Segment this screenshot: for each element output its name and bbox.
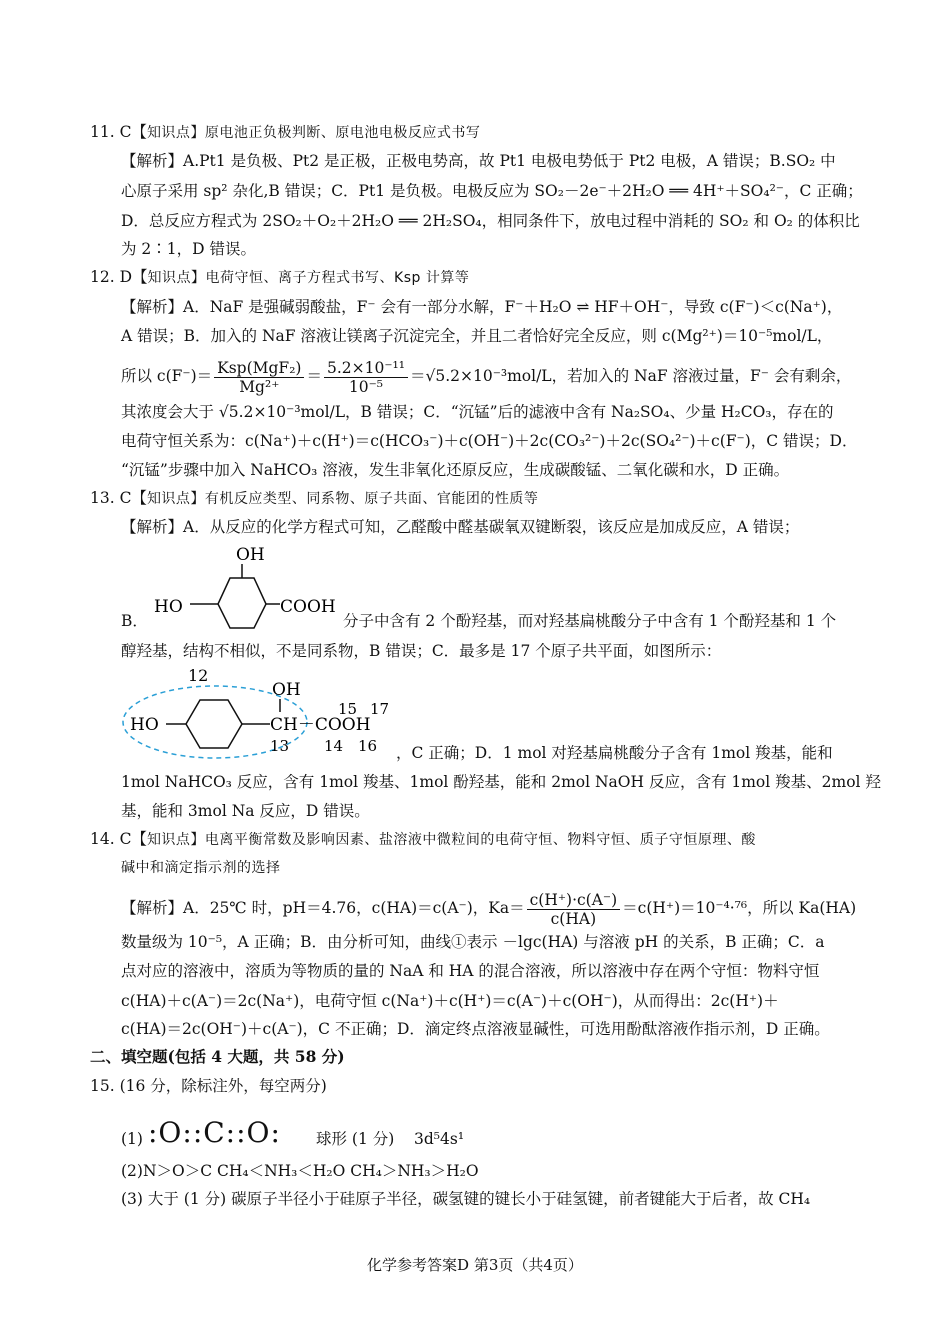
q12-fraction-value [324, 359, 408, 396]
q15-part-1-electron-config: 3d⁵4s¹ [414, 1130, 465, 1148]
s2-oh-label: OH [272, 680, 301, 700]
q15-part-3: (3) 大于 (1 分) 碳原子半径小于硅原子半径，碳氢键的键长小于硅氢键，前者键能大于后者，故 CH₄ [121, 1190, 811, 1208]
q13-analysis-line-1: 【解析】A．从反应的化学方程式可知，乙醛酸中醛基碳氧双键断裂，该反应是加成反应，A 错误； [121, 518, 800, 536]
page-footer: 化学参考答案D 第3页（共4页） [367, 1256, 583, 1274]
q14-heading-line-2: 碱中和滴定指示剂的选择 [121, 860, 281, 876]
q11-analysis-line-4: 为 2∶1，D 错误。 [121, 240, 257, 258]
q12-analysis-line-4: 其浓度会大于 √5.2×10⁻³mol/L，B 错误；C．“沉锰”后的滤液中含有 Na₂SO₄、少量 H₂CO₃，存在的 [121, 403, 834, 421]
q15-heading: 15. (16 分，除标注外，每空两分) [90, 1077, 327, 1095]
q15-part-2: (2)N＞O＞C CH₄＜NH₃＜H₂O CH₄＞NH₃＞H₂O [121, 1162, 479, 1180]
q14-ka-label: 【解析】A．25℃ 时，pH＝4.76，c(HA)＝c(A⁻)，Ka＝ [121, 899, 525, 917]
s2-atom-15: 15 [338, 700, 358, 718]
q14-knowledge-points: 】电离平衡常数及影响因素、盐溶液中微粒间的电荷守恒、物料守恒、质子守恒原理、酸 [190, 832, 756, 848]
q12-analysis-line-2: A 错误；B．加入的 NaF 溶液让镁离子沉淀完全，并且二者恰好完全反应，则 c(Mg²⁺)＝10⁻⁵mol/L， [121, 327, 833, 345]
q13-analysis-line-5: 1mol NaHCO₃ 反应，含有 1mol 羧基、1mol 酚羟基，能和 2mol NaOH 反应，含有 1mol 羧基、2mol 羟 [121, 773, 881, 791]
q12-analysis-line-1: 【解析】A．NaF 是强碱弱酸盐，F⁻ 会有一部分水解，F⁻＋H₂O ⇌ HF＋OH⁻，导致 c(F⁻)＜c(Na⁺)， [121, 298, 843, 316]
q14-ka-numerator: c(H⁺)·c(A⁻) [527, 891, 621, 910]
s1-benzene-ring [218, 578, 266, 628]
q11-analysis-line-2: 心原子采用 sp² 杂化,B 错误；C．Pt1 是负极。电极反应为 SO₂－2e⁻＋2H₂O ══ 4H⁺＋SO₄²⁻，C 正确； [121, 182, 863, 200]
s2-ch-cooh-label: CH－COOH [270, 715, 371, 735]
s1-ho-label: HO [154, 597, 183, 617]
q12-number: 12. D【 [90, 268, 148, 286]
q14-knowledge-label: 知识点 [146, 832, 191, 848]
q13-analysis-line-2: 分子中含有 2 个酚羟基，而对羟基扁桃酸分子中含有 1 个酚羟基和 1 个 [343, 612, 837, 630]
q12-fraction-ksp-denominator: Mg²⁺ [239, 377, 280, 396]
s1-cooh-label: COOH [280, 597, 336, 617]
section-2-heading: 二、填空题(包括 4 大题，共 58 分) [90, 1047, 345, 1066]
q15-part-1-label: (1) [121, 1130, 143, 1148]
q12-analysis-line-5: 电荷守恒关系为：c(Na⁺)＋c(H⁺)＝c(HCO₃⁻)＋c(OH⁻)＋2c(CO₃²⁻)＋2c(SO₄²⁻)＋c(F⁻)，C 错误；D． [121, 432, 858, 450]
q14-ka-result: ＝c(H⁺)＝10⁻⁴·⁷⁶，所以 Ka(HA) [622, 899, 857, 917]
q14-heading [90, 828, 756, 851]
q12-equals: ＝ [306, 367, 322, 385]
q12-knowledge-points: 】电荷守恒、离子方程式书写、Ksp 计算等 [191, 270, 470, 286]
q13-option-b-label: B． [121, 612, 148, 630]
q13-analysis-line-4: ，C 正确；D．1 mol 对羟基扁桃酸分子含有 1mol 羧基，能和 [396, 744, 833, 762]
co2-lewis-structure: :O::C::O: [148, 1116, 281, 1149]
q12-cf-label: 所以 c(F⁻)＝ [121, 367, 213, 385]
q13-knowledge-label: 知识点 [146, 491, 191, 507]
q11-analysis-line-3: D．总反应方程式为 2SO₂＋O₂＋2H₂O ══ 2H₂SO₄，相同条件下，放电过程中消耗的 SO₂ 和 O₂ 的体积比 [121, 212, 860, 230]
q12-fraction-ksp [214, 359, 304, 396]
s2-atom-17: 17 [370, 700, 390, 718]
q11-number: 11. C【 [90, 123, 147, 141]
q11-heading [90, 121, 480, 144]
q12-fraction-value-numerator: 5.2×10⁻¹¹ [324, 359, 408, 378]
s2-atom-16: 16 [358, 737, 378, 755]
hydroxymandelic-acid-structure [120, 664, 400, 760]
q14-number: 14. C【 [90, 830, 147, 848]
q11-knowledge-label: 知识点 [146, 125, 191, 141]
q14-analysis-line-3: 点对应的溶液中，溶质为等物质的量的 NaA 和 HA 的混合溶液，所以溶液中存在两个守恒：物料守恒 [121, 962, 820, 980]
q14-ka-fraction [527, 891, 621, 928]
q14-analysis-line-4: c(HA)＋c(A⁻)＝2c(Na⁺)，电荷守恒 c(Na⁺)＋c(H⁺)＝c(A⁻)＋c(OH⁻)，从而得出：2c(H⁺)＋ [121, 992, 779, 1010]
q13-analysis-line-3: 醇羟基，结构不相似，不是同系物，B 错误；C．最多是 17 个原子共平面，如图所示： [121, 642, 722, 660]
q13-number: 13. C【 [90, 489, 147, 507]
q14-analysis-line-2: 数量级为 10⁻⁵，A 正确；B．由分析可知，曲线①表示 －lgc(HA) 与溶液 pH 的关系，B 正确；C．a [121, 933, 825, 951]
s2-ho-label: HO [130, 715, 159, 735]
q12-cf-result: ＝√5.2×10⁻³mol/L，若加入的 NaF 溶液过量，F⁻ 会有剩余， [409, 367, 852, 385]
dihydroxybenzoic-acid-structure [150, 538, 350, 630]
s2-atom-14: 14 [324, 737, 344, 755]
q13-analysis-line-6: 基，能和 3mol Na 反应，D 错误。 [121, 802, 370, 820]
q12-heading [90, 266, 469, 289]
s2-benzene-ring [186, 700, 242, 748]
q11-analysis-line-1: 【解析】A.Pt1 是负极、Pt2 是正极，正极电势高，故 Pt1 电极电势低于 Pt2 电极，A 错误；B.SO₂ 中 [121, 152, 836, 170]
q14-analysis-line-5: c(HA)＝2c(OH⁻)＋c(A⁻)，C 不正确；D．滴定终点溶液显碱性，可选用酚酞溶液作指示剂，D 正确。 [121, 1020, 830, 1038]
q12-fraction-ksp-numerator: Ksp(MgF₂) [214, 359, 304, 378]
s1-oh-label: OH [236, 545, 265, 565]
q12-knowledge-label: 知识点 [147, 270, 192, 286]
q14-ka-denominator: c(HA) [550, 909, 597, 928]
q14-analysis-line-1 [121, 888, 856, 928]
q13-knowledge-points: 】有机反应类型、同系物、原子共面、官能团的性质等 [190, 491, 539, 507]
q13-heading [90, 487, 538, 510]
q11-knowledge-points: 】原电池正负极判断、原电池电极反应式书写 [190, 125, 481, 141]
q12-analysis-line-6: “沉锰”步骤中加入 NaHCO₃ 溶液，发生非氧化还原反应，生成碳酸锰、二氧化碳和水，D 正确。 [121, 461, 790, 479]
q12-analysis-line-3 [121, 356, 851, 396]
s2-atom-13: 13 [270, 737, 290, 755]
q15-part-1-shape: 球形 (1 分) [316, 1130, 395, 1148]
q12-fraction-value-denominator: 10⁻⁵ [348, 377, 384, 396]
s2-atom-12: 12 [188, 666, 209, 685]
